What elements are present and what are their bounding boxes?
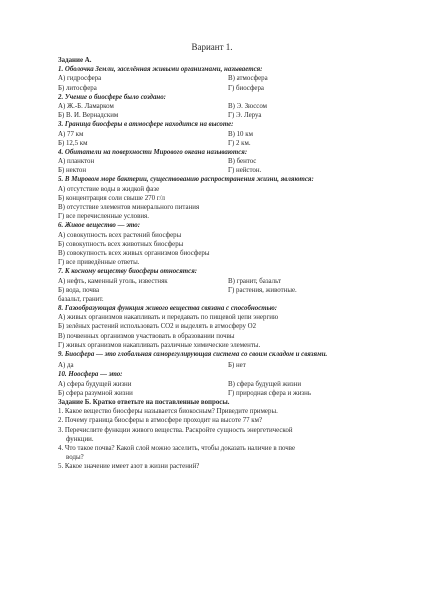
- option-continuation: базальт, гранит.: [58, 295, 104, 303]
- option: Г) все перечисленные условия.: [58, 213, 149, 221]
- options-row: [58, 157, 370, 166]
- question-2: 2. Учение о биосфере было создано:: [58, 93, 166, 101]
- option: А) Ж.-Б. Ламарком: [58, 102, 114, 110]
- option: Г) Э. Леруа: [228, 112, 262, 120]
- option: А) планктон: [58, 158, 95, 166]
- option: Г) живых организмов накапливать различные химические элементы.: [58, 341, 261, 349]
- option: Б) концентрация соли свыше 270 г/л: [58, 194, 165, 202]
- option: В) гранит, базальт: [228, 277, 281, 285]
- options-row: [58, 277, 370, 286]
- option: В) совокупность всех живых организмов биосферы: [58, 249, 210, 257]
- option: А) отсутствие воды в жидкой фазе: [58, 185, 160, 193]
- option: Б) 12,5 км: [58, 139, 88, 147]
- options-row: [58, 102, 370, 111]
- options-row: [58, 389, 370, 398]
- task-2: 2. Почему граница биосферы в атмосфере проходит на высоте 77 км?: [58, 417, 263, 425]
- option: Г) природная сфера и жизнь: [228, 389, 311, 397]
- question-5: 5. В Мировом море бактерии, существованию распространения жизни, являются:: [58, 176, 314, 184]
- option: А) гидросфера: [58, 75, 102, 83]
- option: А) нефть, каменный уголь, известняк: [58, 277, 168, 285]
- variant-title: Вариант 1.: [191, 42, 233, 52]
- option: В) сфера будущей жизни: [228, 380, 302, 388]
- options-row: [58, 84, 370, 93]
- option: В) 10 км: [228, 130, 253, 138]
- option: Б) зелёных растений использовать CO2 и выделять в атмосферу O2: [58, 323, 257, 331]
- option: Г) 2 км.: [228, 139, 251, 147]
- question-10: 10. Ноосфера — это:: [58, 371, 123, 379]
- option: В) почвенных организмов участвовать в образовании почвы: [58, 332, 235, 340]
- task-4-continuation: воды?: [66, 454, 84, 462]
- option: Б) В. И. Вернадским: [58, 112, 119, 120]
- options-row: [58, 130, 370, 139]
- question-8: 8. Газообразующая функция живого вещества связана с способностью:: [58, 305, 278, 313]
- option: Б) литосфера: [58, 84, 97, 92]
- options-row: [58, 139, 370, 148]
- section-a-heading: Задание А.: [58, 57, 92, 64]
- option: В) Э. Зюссом: [228, 102, 267, 110]
- question-7: 7. К косному веществу биосферы относятся:: [58, 268, 198, 276]
- task-5: 5. Какое значение имеет азот в жизни растений?: [58, 463, 200, 471]
- option: Г) нейстон.: [228, 167, 262, 175]
- question-3: 3. Граница биосферы в атмосфере находится на высоте:: [58, 121, 234, 129]
- option: Б) вода, почва: [58, 286, 100, 294]
- option: А) совокупность всех растений биосферы: [58, 231, 182, 239]
- option: А) да: [58, 362, 74, 370]
- option: Г) растения, животные.: [228, 286, 297, 294]
- task-3-continuation: функции.: [66, 435, 94, 443]
- options-row: [58, 380, 370, 389]
- option: Г) биосфера: [228, 84, 264, 92]
- option: Б) нектон: [58, 167, 87, 175]
- section-b-heading: Задание Б. Кратко ответьте на поставленные вопросы.: [58, 398, 230, 406]
- option: Г) все приведённые ответы.: [58, 259, 140, 267]
- options-row: [58, 286, 370, 295]
- option: Б) нет: [228, 362, 246, 370]
- option: Б) сфера разумной жизни: [58, 389, 133, 397]
- option: А) живых организмов накапливать и передавать по пищевой цепи энергию: [58, 314, 279, 322]
- option: В) бентос: [228, 158, 257, 166]
- options-row: [58, 74, 370, 83]
- options-row: [58, 111, 370, 120]
- option: А) 77 км: [58, 130, 84, 138]
- worksheet-body: [58, 56, 370, 471]
- task-3: 3. Перечислите функции живого вещества. Раскройте сущность энергетической: [58, 426, 293, 434]
- option: Б) совокупность всех животных биосферы: [58, 240, 184, 248]
- question-6: 6. Живое вещество — это:: [58, 222, 140, 230]
- options-row: [58, 361, 370, 370]
- option: А) сфера будущей жизни: [58, 380, 132, 388]
- task-4: 4. Что такое почва? Какой слой можно заселить, чтобы доказать наличие в почве: [58, 444, 296, 452]
- question-1: 1. Оболочка Земли, заселённая живыми организмами, называется:: [58, 66, 263, 74]
- option: В) отсутствие элементов минерального питания: [58, 204, 200, 211]
- question-4: 4. Обитатели на поверхности Мирового океана называются:: [58, 148, 248, 156]
- question-9: 9. Биосфера — это глобальная саморегулирующая система со своим складом и связями.: [58, 351, 328, 358]
- option: В) атмосфера: [228, 75, 268, 83]
- options-row: [58, 166, 370, 175]
- task-1: 1. Какое вещество биосферы называется биокосным? Приведите примеры.: [58, 408, 278, 416]
